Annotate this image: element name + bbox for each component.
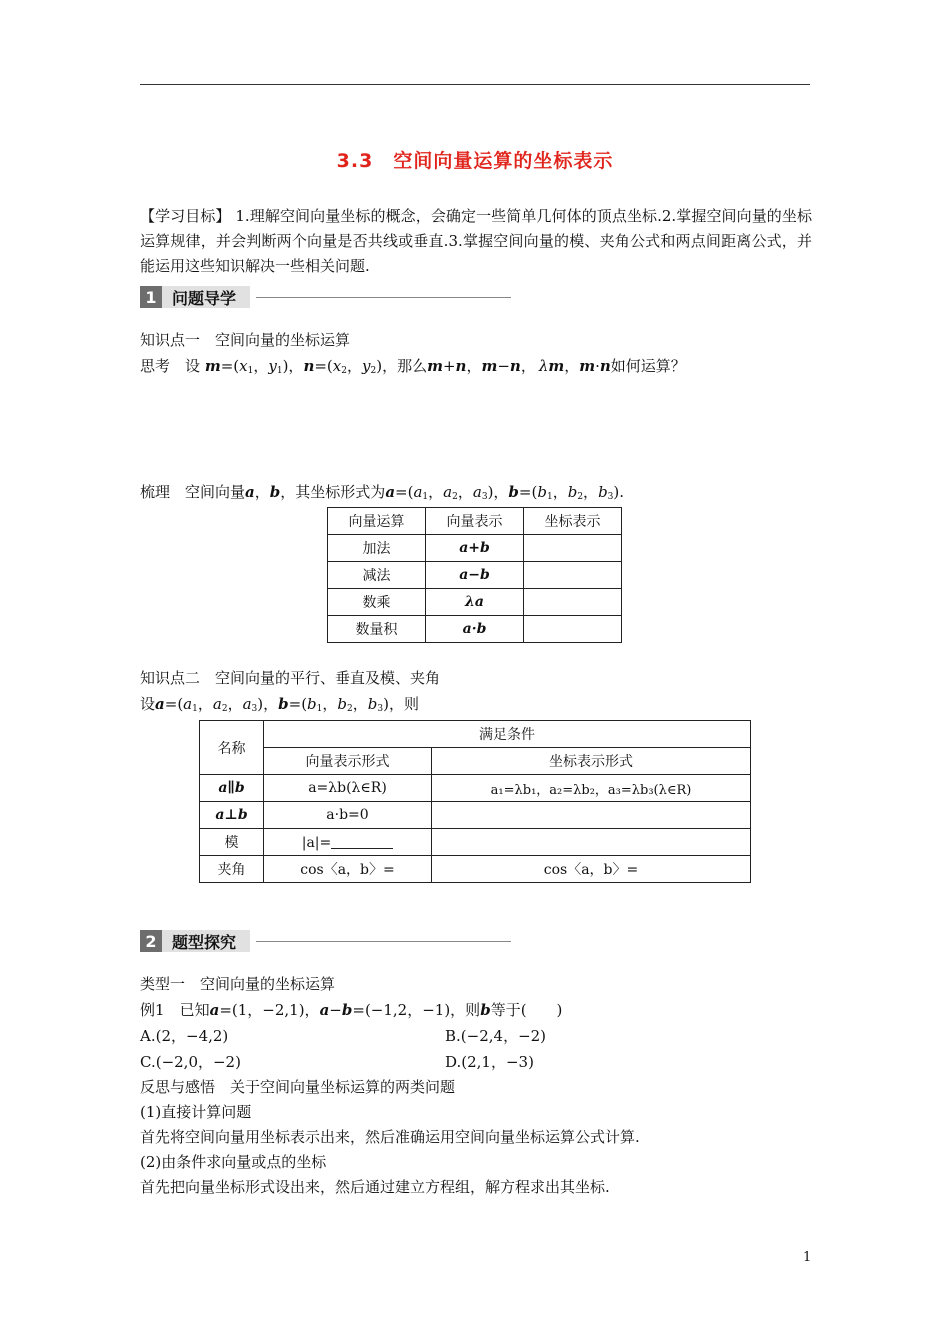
section-rule xyxy=(256,297,511,298)
section-header-1 xyxy=(140,286,511,308)
table-cell xyxy=(524,562,622,589)
table-row xyxy=(200,775,751,802)
answer-blank xyxy=(331,834,393,849)
table-row xyxy=(200,829,751,856)
example-1: 例1 已知a=(1，−2,1)，a−b=(−1,2，−1)，则b等于( ) xyxy=(140,1001,563,1019)
table-header: 向量运算 xyxy=(328,508,426,535)
table-cell: 数乘 xyxy=(328,589,426,616)
table-header: 向量表示形式 xyxy=(264,748,432,775)
review-line: 梳理 空间向量a，b，其坐标形式为$a=(a_1$，$a_2$，$a_3$)，$b=(b_1$，$b_2$，$b_3$). xyxy=(140,483,625,502)
objectives-text: 1.理解空间向量坐标的概念，会确定一些简单几何体的顶点坐标.2.掌握空间向量的坐标运算规律，并会判断两个向量是否共线或垂直.3.掌握空间向量的模、夹角公式和两点间距离公式，并能运用这些知识解决一些相关问题. xyxy=(140,207,812,275)
table-cell: 加法 xyxy=(328,535,426,562)
table-cell: a+b xyxy=(426,535,524,562)
section-label: 问题导学 xyxy=(162,286,250,308)
table-cell xyxy=(432,802,751,829)
think-question: 思考 设 $m=(x_1$，$y_1$)，$n=(x_2$，$y_2$)，那么m+n，m−n， λm，m·n如何运算？ xyxy=(140,357,686,376)
option-d: D.(2,1，−3) xyxy=(445,1053,534,1071)
type1-heading: 类型一 空间向量的坐标运算 xyxy=(140,975,336,993)
header-rule xyxy=(140,84,810,85)
table-header: 名称 xyxy=(200,721,264,775)
table-cell: 夹角 xyxy=(200,856,264,883)
table-cell: a₁=λb₁，a₂=λb₂，a₃=λb₃(λ∈R) xyxy=(432,775,751,802)
reflection-heading: 反思与感悟 关于空间向量坐标运算的两类问题 xyxy=(140,1078,456,1096)
kp2-setup: 设$a=(a_1$，$a_2$，$a_3$)，$b=(b_1$，$b_2$，$b_3$)，则 xyxy=(140,695,419,714)
table-cell: a·b=0 xyxy=(264,802,432,829)
table-header: 向量表示 xyxy=(426,508,524,535)
table-row xyxy=(200,721,751,748)
objectives-label: 【学习目标】 xyxy=(140,207,231,225)
table-cell: 减法 xyxy=(328,562,426,589)
table-header: 坐标表示 xyxy=(524,508,622,535)
table-cell: λa xyxy=(426,589,524,616)
page-number: 1 xyxy=(803,1250,812,1265)
option-a: A.(2，−4,2) xyxy=(140,1027,229,1045)
parallel-perpendicular-table xyxy=(199,720,751,883)
table-cell xyxy=(524,616,622,643)
table-cell xyxy=(432,829,751,856)
table-row xyxy=(200,748,751,775)
table-cell: a⊥b xyxy=(200,802,264,829)
table-row xyxy=(200,802,751,829)
table-row xyxy=(328,562,622,589)
point-2-text: 首先把向量坐标形式设出来，然后通过建立方程组，解方程求出其坐标. xyxy=(140,1178,610,1196)
table-header: 坐标表示形式 xyxy=(432,748,751,775)
option-b: B.(−2,4，−2) xyxy=(445,1027,547,1045)
section-rule xyxy=(256,941,511,942)
page-title: 3.3 空间向量运算的坐标表示 xyxy=(336,150,614,172)
table-row xyxy=(328,589,622,616)
table-row xyxy=(328,616,622,643)
table-cell: a·b xyxy=(426,616,524,643)
table-row xyxy=(328,535,622,562)
coordinate-operations-table xyxy=(327,507,622,643)
point-1-title: (1)直接计算问题 xyxy=(140,1103,252,1121)
section-number: 1 xyxy=(140,286,162,308)
kp1-heading: 知识点一 空间向量的坐标运算 xyxy=(140,331,351,349)
table-cell xyxy=(524,535,622,562)
table-cell: a∥b xyxy=(200,775,264,802)
section-label: 题型探究 xyxy=(162,930,250,952)
table-cell: |a|= xyxy=(264,829,432,856)
table-cell: 数量积 xyxy=(328,616,426,643)
table-row xyxy=(328,508,622,535)
table-header: 满足条件 xyxy=(264,721,751,748)
point-2-title: (2)由条件求向量或点的坐标 xyxy=(140,1153,327,1171)
table-row xyxy=(200,856,751,883)
option-c: C.(−2,0，−2) xyxy=(140,1053,241,1071)
kp2-heading: 知识点二 空间向量的平行、垂直及模、夹角 xyxy=(140,669,441,687)
table-cell: a−b xyxy=(426,562,524,589)
point-1-text: 首先将空间向量用坐标表示出来，然后准确运用空间向量坐标运算公式计算. xyxy=(140,1128,640,1146)
section-number: 2 xyxy=(140,930,162,952)
learning-objectives xyxy=(140,204,812,279)
table-cell: cos〈a，b〉= xyxy=(432,856,751,883)
table-cell: cos〈a，b〉= xyxy=(264,856,432,883)
table-cell: 模 xyxy=(200,829,264,856)
table-cell: a=λb(λ∈R) xyxy=(264,775,432,802)
table-cell xyxy=(524,589,622,616)
section-header-2 xyxy=(140,930,511,952)
